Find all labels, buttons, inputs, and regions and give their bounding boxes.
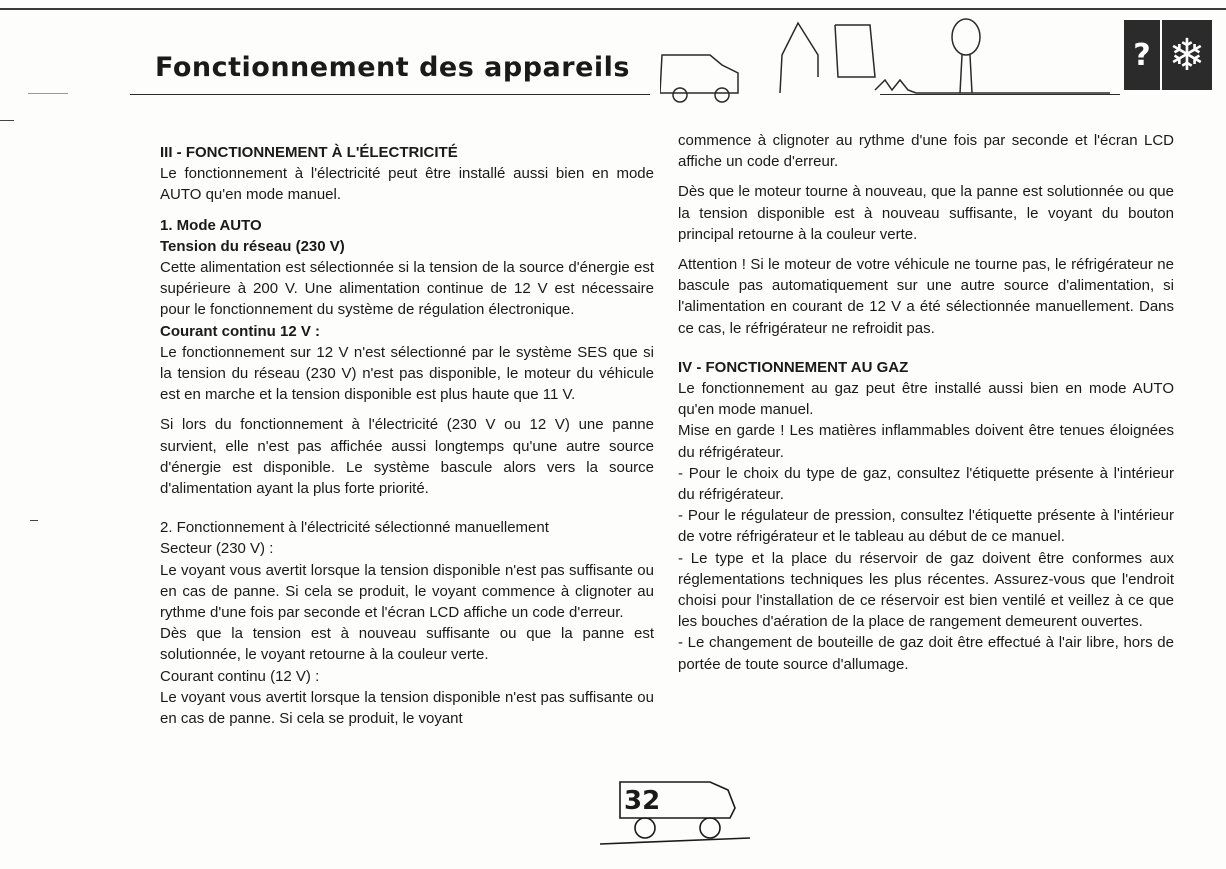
paragraph: 2. Fonctionnement à l'électricité sélectionné manuellement xyxy=(160,519,549,537)
margin-mark xyxy=(0,120,14,121)
paragraph: Cette alimentation est sélectionnée si la tension de la source d'énergie est supérieure à 200 V. Une alimentation continue de 12 V est nécessaire pour le fonctionnement du système de régulation électronique. xyxy=(160,259,654,319)
top-rule xyxy=(0,8,1226,10)
paragraph-gap xyxy=(160,499,654,508)
page-title: Fonctionnement des appareils xyxy=(155,52,630,83)
paragraph: Le voyant vous avertit lorsque la tension disponible n'est pas suffisante ou en cas de panne. Si cela se produit, le voyant commence à clignoter au rythme d'une fois par seconde et l'écran LCD affiche un code d'erreur. xyxy=(160,561,654,622)
paragraph-gap xyxy=(160,508,654,517)
paragraph-gap xyxy=(678,348,1174,357)
paragraph: Secteur (230 V) : xyxy=(160,540,274,558)
landscape-illustration-icon xyxy=(660,15,1120,105)
right-text-column xyxy=(678,130,1174,675)
paragraph: Dès que le moteur tourne à nouveau, que la panne est solutionnée ou que la tension disponible est à nouveau suffisante, le voyant du bouton principal retourne à la couleur verte. xyxy=(678,183,1174,243)
paragraph: - Pour le régulateur de pression, consultez l'étiquette présente à l'intérieur de votre réfrigérateur et le tableau au début de ce manuel. xyxy=(678,507,1174,546)
section-heading: Courant continu 12 V : xyxy=(160,322,321,340)
header-rule xyxy=(130,94,650,95)
paragraph-gap xyxy=(160,405,654,414)
paragraph: Le fonctionnement sur 12 V n'est sélectionné par le système SES que si la tension du réseau (230 V) n'est pas disponible, le moteur du véhicule est en marche et la tension disponible est plus haute que 11 V. xyxy=(160,343,654,404)
paragraph: Si lors du fonctionnement à l'électricité (230 V ou 12 V) une panne survient, elle n'est pas affichée aussi longtemps qu'une autre source d'énergie est disponible. Le système bascule alors vers la source d'alimentation ayant la plus forte priorité. xyxy=(160,416,654,498)
paragraph: Attention ! Si le moteur de votre véhicule ne tourne pas, le réfrigérateur ne bascule pas automatiquement sur une autre source d'alimentation, si l'alimentation en courant de 12 V a été sélectionnée manuellement. Dans ce cas, le réfrigérateur ne refroidit pas. xyxy=(678,256,1174,337)
paragraph-gap xyxy=(160,206,654,215)
section-heading: IV - FONCTIONNEMENT AU GAZ xyxy=(678,358,909,376)
question-icon: ? xyxy=(1124,20,1160,90)
paragraph: Le fonctionnement au gaz peut être installé aussi bien en mode AUTO qu'en mode manuel. xyxy=(678,380,1174,419)
section-heading: Tension du réseau (230 V) xyxy=(160,237,345,255)
margin-mark xyxy=(28,93,68,94)
paragraph: Mise en garde ! Les matières inflammables doivent être tenues éloignées du réfrigérateur. xyxy=(678,422,1174,461)
section-heading: III - FONCTIONNEMENT À L'ÉLECTRICITÉ xyxy=(160,144,458,161)
page-number: 32 xyxy=(624,786,661,816)
left-text-column xyxy=(160,142,654,729)
paragraph: - Le type et la place du réservoir de gaz doivent être conformes aux réglementations techniques les plus récentes. Assurez-vous que l'endroit choisi pour l'installation de ce réservoir est bien ventilé et veillez à ce que les bouches d'aération de la place de rangement demeurent ouvertes. xyxy=(678,549,1174,631)
paragraph: Le fonctionnement à l'électricité peut être installé aussi bien en mode AUTO qu'en mode manuel. xyxy=(160,165,654,204)
paragraph: commence à clignoter au rythme d'une fois par seconde et l'écran LCD affiche un code d'erreur. xyxy=(678,132,1174,171)
margin-mark xyxy=(30,520,38,521)
paragraph-gap xyxy=(678,339,1174,348)
snowflake-icon: ❄ xyxy=(1162,20,1212,90)
van-icon xyxy=(660,55,738,93)
paragraph-gap xyxy=(678,172,1174,181)
section-heading: 1. Mode AUTO xyxy=(160,216,262,234)
paragraph-gap xyxy=(678,245,1174,254)
paragraph: Dès que la tension est à nouveau suffisante ou que la panne est solutionnée, le voyant retourne à la couleur verte. xyxy=(160,625,654,664)
paragraph: Courant continu (12 V) : xyxy=(160,667,320,685)
paragraph: - Le changement de bouteille de gaz doit être effectué à l'air libre, hors de portée de toute source d'allumage. xyxy=(678,634,1174,673)
paragraph: - Pour le choix du type de gaz, consultez l'étiquette présente à l'intérieur du réfrigérateur. xyxy=(678,464,1174,504)
paragraph: Le voyant vous avertit lorsque la tension disponible n'est pas suffisante ou en cas de panne. Si cela se produit, le voyant xyxy=(160,688,654,728)
